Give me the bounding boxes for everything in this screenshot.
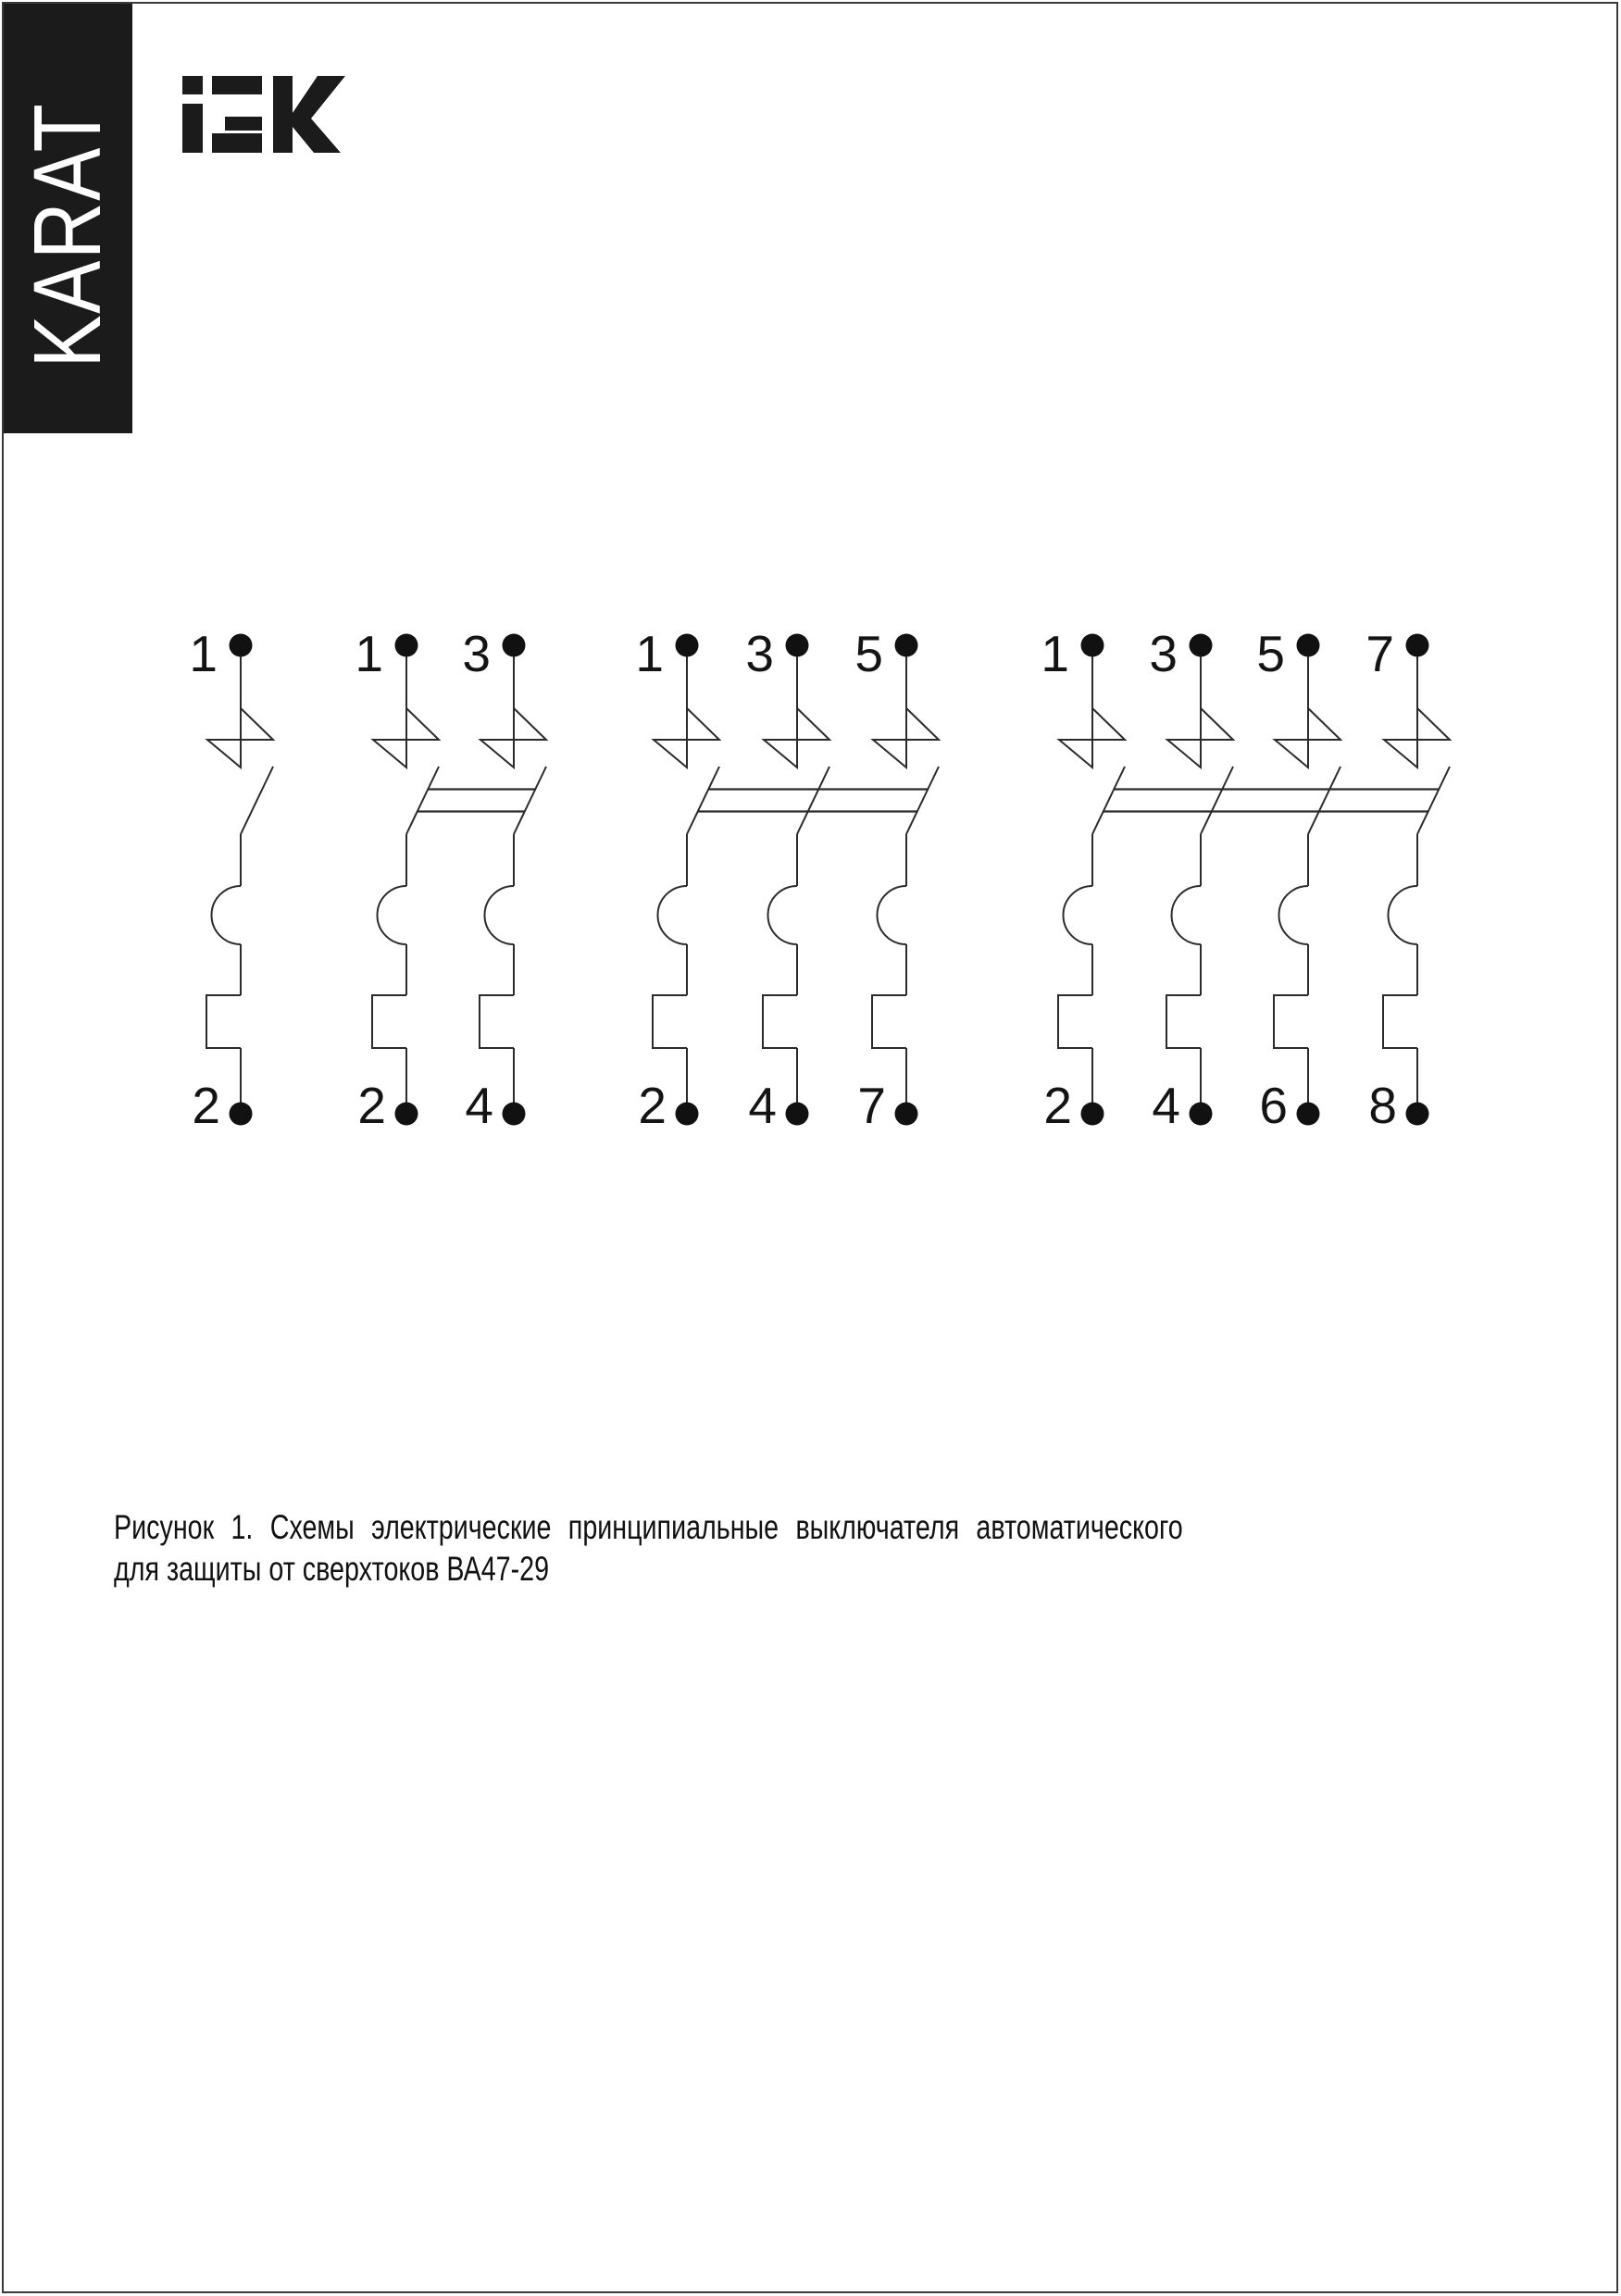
- terminal-label: 3: [745, 625, 774, 682]
- terminal-label: 4: [465, 1077, 493, 1134]
- terminal-label: 3: [462, 625, 491, 682]
- terminal-label: 1: [189, 625, 218, 682]
- pole: [1383, 634, 1450, 1126]
- terminal-label: 7: [1365, 625, 1394, 682]
- terminal-label: 1: [635, 625, 664, 682]
- caption-line-2: для защиты от сверхтоков ВА47-29: [114, 1550, 550, 1588]
- terminal-label: 6: [1259, 1077, 1288, 1134]
- terminal-label: 3: [1149, 625, 1178, 682]
- pole: [1166, 634, 1233, 1126]
- figure-caption: [114, 1506, 1188, 1590]
- iek-logo-e-top-bar: [212, 76, 262, 94]
- pole: [372, 634, 439, 1126]
- caption-line-1: Рисунок 1. Схемы электрические принципиальные выключателя автоматического: [114, 1508, 1183, 1546]
- iek-logo-i-dot: [182, 76, 203, 94]
- terminal-label: 8: [1368, 1077, 1397, 1134]
- terminal-label: 2: [192, 1077, 220, 1134]
- terminal-label: 1: [1041, 625, 1069, 682]
- pole: [763, 634, 829, 1126]
- pole: [206, 634, 273, 1126]
- schematic-4pole: [1041, 625, 1450, 1134]
- figure-schematics: [0, 555, 1621, 1204]
- terminal-label: 5: [1256, 625, 1285, 682]
- karat-sidebar: [4, 4, 132, 433]
- iek-logo: [181, 74, 352, 157]
- terminal-label: 4: [748, 1077, 777, 1134]
- pole: [1274, 634, 1340, 1126]
- pole: [480, 634, 546, 1126]
- terminal-label: 4: [1152, 1077, 1180, 1134]
- schematic-1pole: [189, 625, 273, 1134]
- iek-logo-k-arms: [293, 76, 345, 153]
- iek-logo-e-mid-bar: [225, 117, 262, 131]
- terminal-label: 1: [355, 625, 383, 682]
- terminal-label: 7: [857, 1077, 886, 1134]
- pole: [653, 634, 719, 1126]
- schematic-3pole: [635, 625, 939, 1134]
- terminal-label: 5: [854, 625, 883, 682]
- iek-logo-e-bottom-bar: [212, 133, 262, 153]
- terminal-label: 2: [1043, 1077, 1072, 1134]
- iek-logo-i-stem: [182, 104, 203, 153]
- figure-caption-text: [114, 1506, 1183, 1590]
- terminal-label: 2: [357, 1077, 386, 1134]
- pole: [1058, 634, 1125, 1126]
- terminal-label: 2: [638, 1077, 667, 1134]
- schematic-2pole: [355, 625, 546, 1134]
- iek-logo-k-stem: [273, 76, 293, 153]
- karat-label: KARAT: [14, 102, 120, 368]
- pole: [872, 634, 939, 1126]
